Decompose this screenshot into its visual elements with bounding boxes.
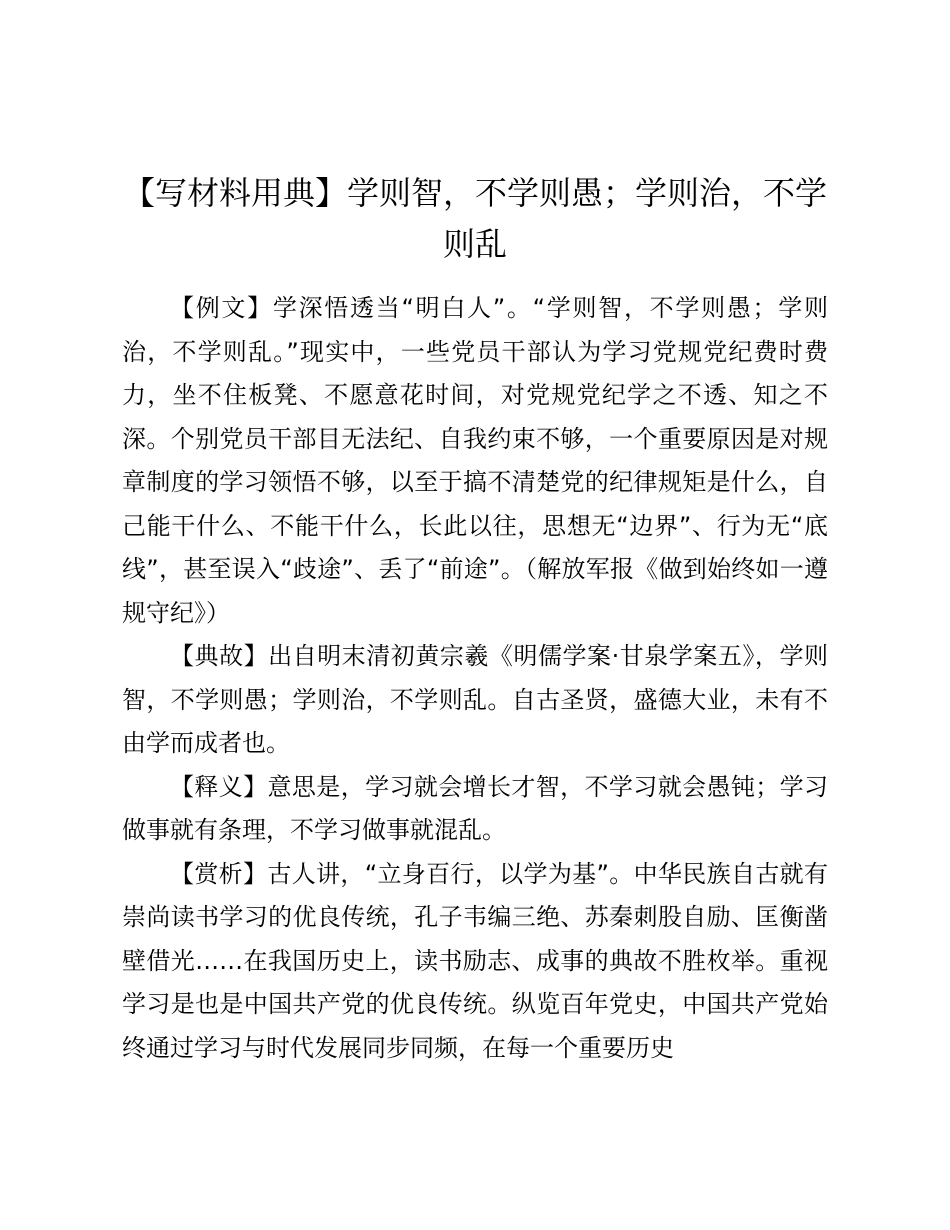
paragraph-allusion: 【典故】出自明末清初黄宗羲《明儒学案·甘泉学案五》，学则智，不学则愚；学则治，不学则乱。自古圣贤，盛德大业，未有不由学而成者也。 bbox=[122, 642, 828, 757]
paragraph-example: 【例文】学深悟透当“明白人”。“学则智，不学则愚；学则治，不学则乱。”现实中，一些党员干部认为学习党规党纪费时费力，坐不住板凳、不愿意花时间，对党规党纪学之不透、知之不深。个别党员干部目无法纪、自我约束不够，一个重要原因是对规章制度的学习领悟不够，以至于搞不清楚党的纪律规矩是什么，自己能干什么、不能干什么，长此以往，思想无“边界”、行为无“底线”，甚至误入“歧途”、丢了“前途”。（解放军报《做到始终如一遵规守纪》） bbox=[122, 294, 828, 627]
paragraph-appreciation: 【赏析】古人讲，“立身百行，以学为基”。中华民族自古就有崇尚读书学习的优良传统，孔子韦编三绝、苏秦刺股自励、匡衡凿壁借光……在我国历史上，读书励志、成事的典故不胜枚举。重视学习是也是中国共产党的优良传统。纵览百年党史，中国共产党始终通过学习与时代发展同步同频，在每一个重要历史 bbox=[122, 859, 828, 1062]
document-body bbox=[122, 287, 828, 1070]
page-title: 【写材料用典】学则智，不学则愚；学则治，不学则乱 bbox=[122, 174, 827, 263]
paragraph-meaning: 【释义】意思是，学习就会增长才智，不学习就会愚钝；学习做事就有条理，不学习做事就混乱。 bbox=[122, 772, 828, 844]
